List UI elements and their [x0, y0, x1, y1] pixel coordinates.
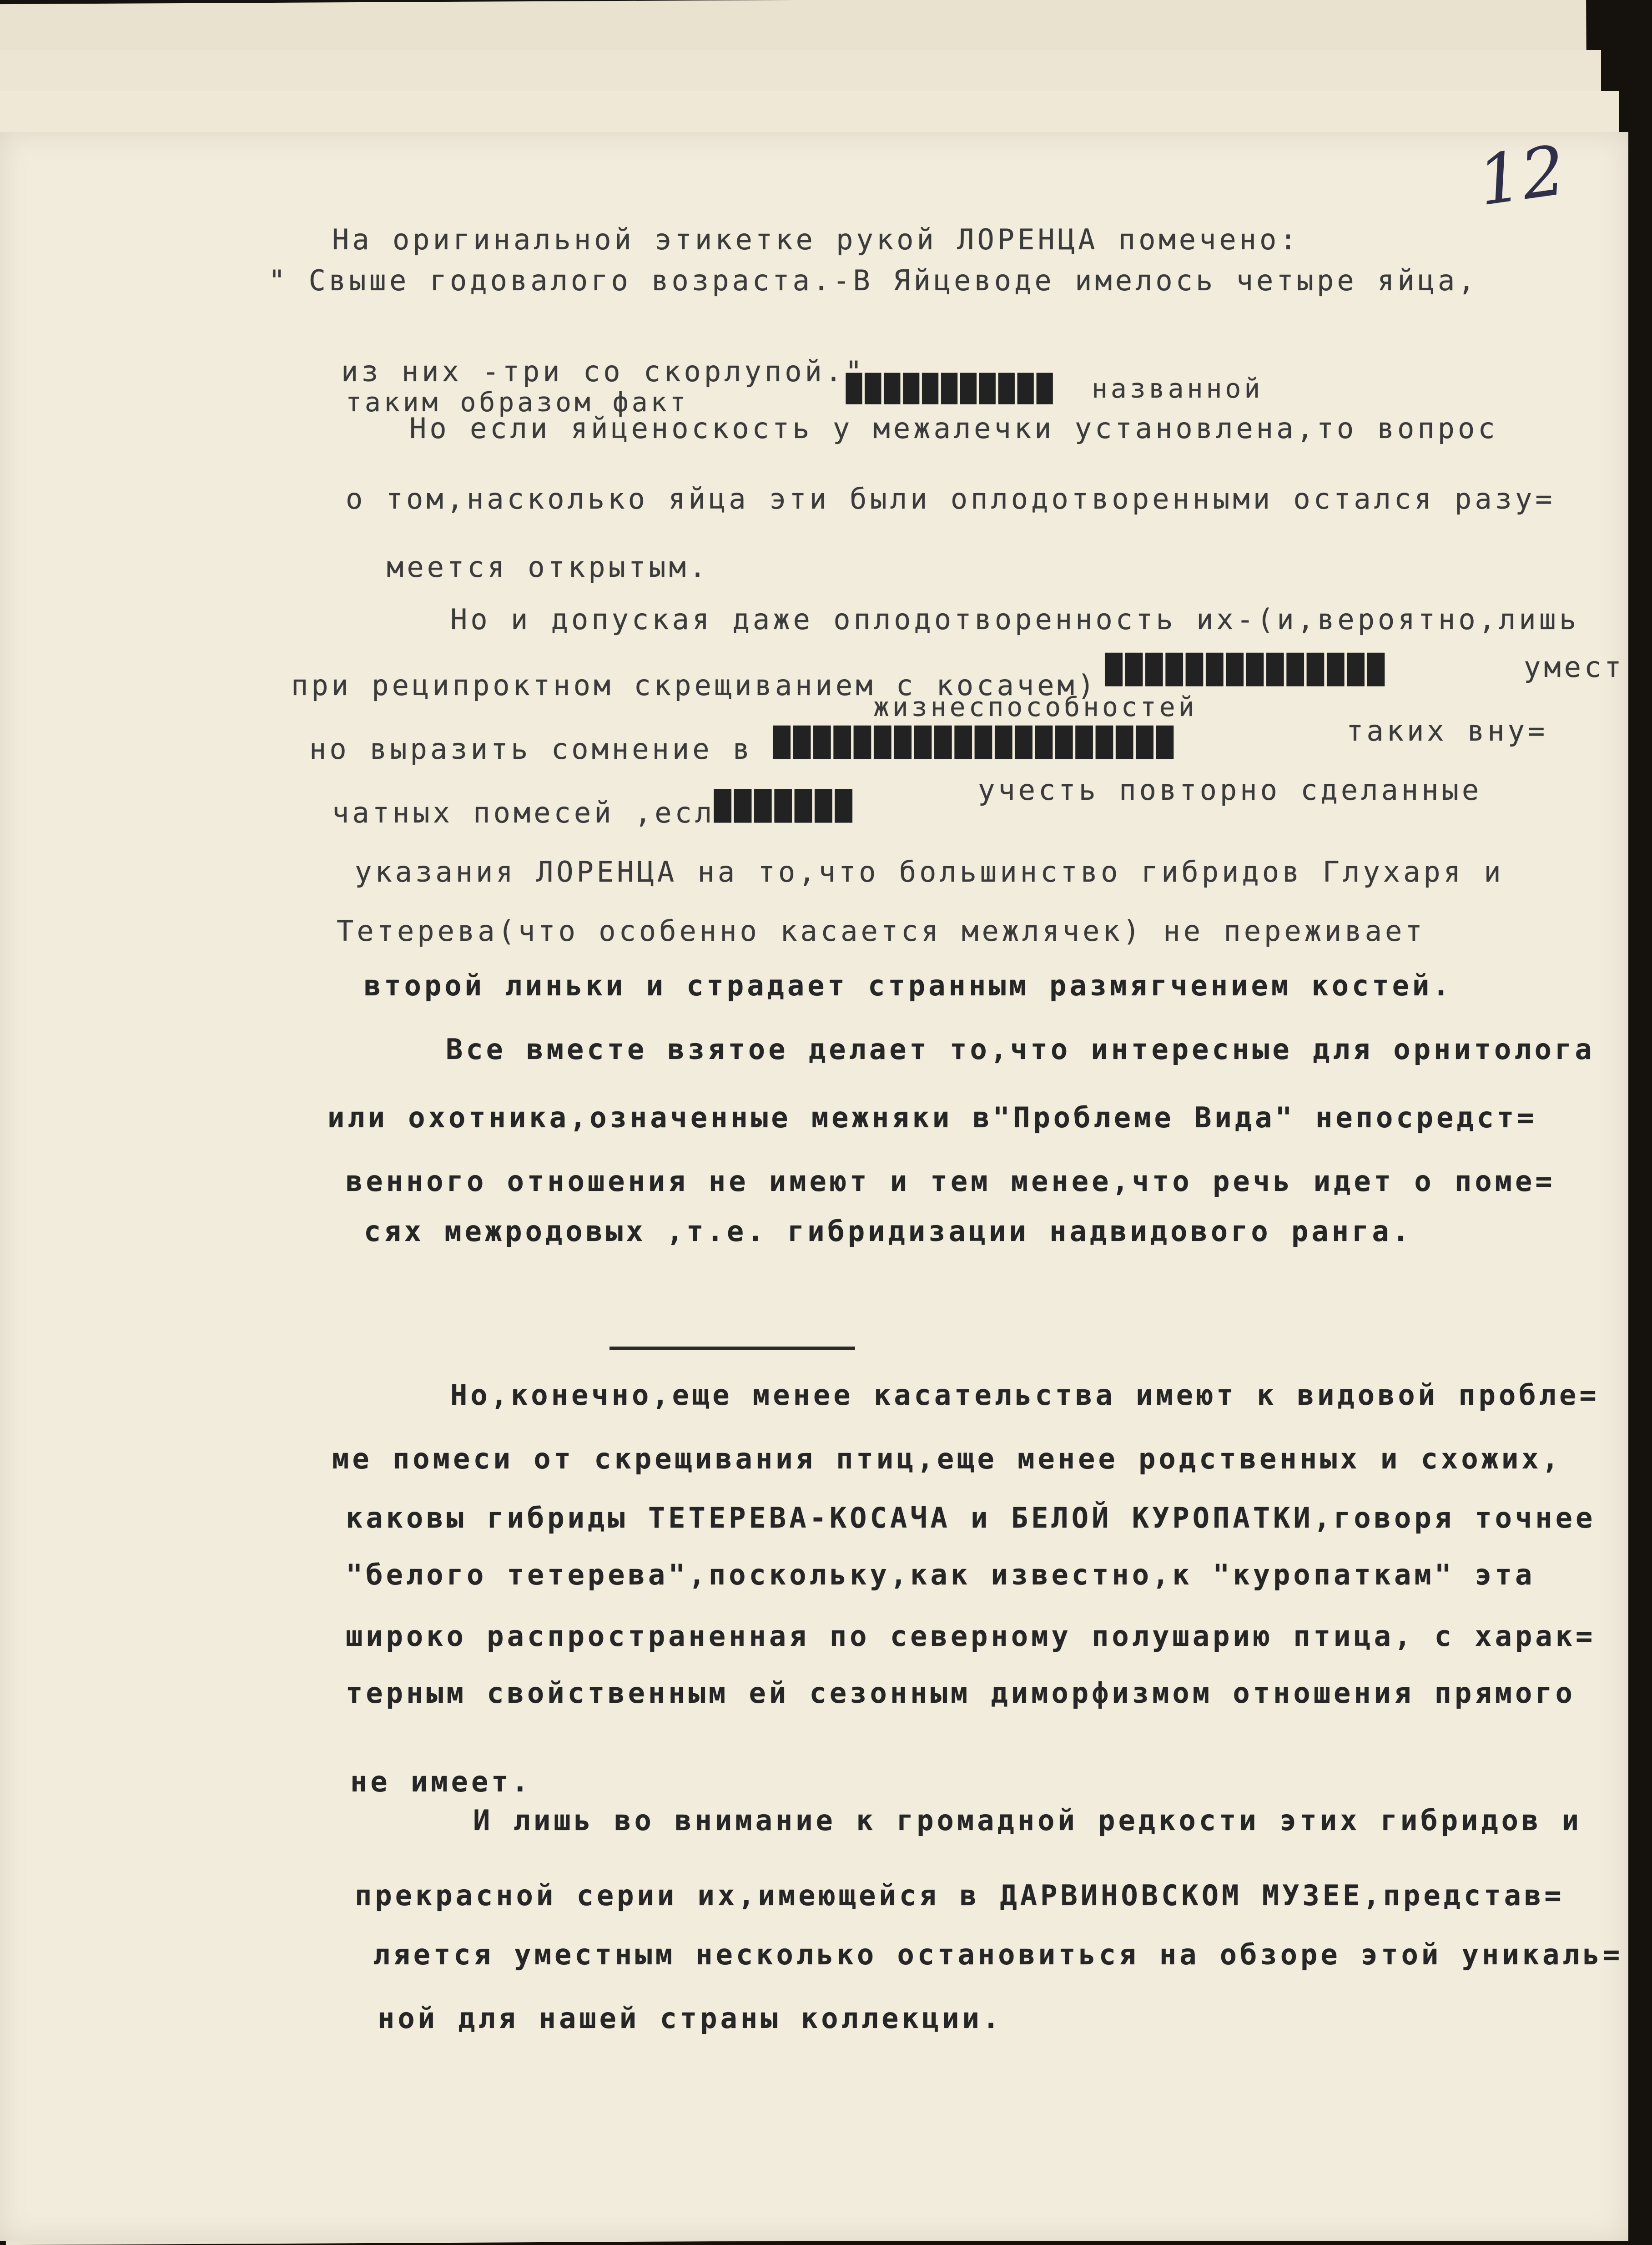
struck-out-text: ███████████ — [846, 373, 1056, 404]
text-line: Но и допуская даже оплодотворенность их-(и,вероятно,лишь — [450, 603, 1580, 636]
text-line: сях межродовых ,т.е. гибридизации надвидового ранга. — [364, 1215, 1413, 1248]
text-line: каковы гибриды ТЕТЕРЕВА-КОСАЧА и БЕЛОЙ КУРОПАТКИ,говоря точнее — [346, 1501, 1596, 1534]
text-line: "белого тетерева",поскольку,как известно,к "куропаткам" эта — [346, 1558, 1536, 1591]
text-line: ной для нашей страны коллекции. — [378, 2002, 1003, 2035]
text-line: но выразить сомнение в — [309, 732, 753, 766]
section-separator — [609, 1347, 855, 1350]
text-line: венного отношения не имеют и тем менее,что речь идет о поме= — [346, 1165, 1556, 1198]
text-line: Все вместе взятое делает то,что интересные для орнитолога — [446, 1033, 1595, 1066]
text-line: Но,конечно,еще менее касательства имеют к видовой пробле= — [450, 1378, 1600, 1412]
text-line: Но если яйценоскость у межалечки установлена,то вопрос — [409, 412, 1498, 445]
text-line: при реципроктном скрещиванием с косачем) — [291, 669, 1098, 702]
text-line: о том,насколько яйца эти были оплодотворенными остался разу= — [346, 482, 1556, 515]
text-line: второй линьки и страдает странным размягчением костей. — [364, 969, 1453, 1002]
text-line: ме помеси от скрещивания птиц,еще менее родственных и схожих, — [332, 1442, 1562, 1475]
text-line: " Свыше годовалого возраста.-В Яйцеводе имелось четыре яйца, — [268, 264, 1478, 297]
text-line: из них -три со скорлупой." — [341, 355, 866, 388]
text-line: указания ЛОРЕНЦА на то,что большинство гибридов Глухаря и — [355, 855, 1504, 888]
inserted-text: таким образом факт — [346, 387, 689, 418]
text-line: И лишь во внимание к громадной редкости этих гибридов и — [473, 1804, 1582, 1837]
text-line: или охотника,означенные межняки в"Проблеме Вида" непосредст= — [327, 1101, 1537, 1134]
text-line: не имеет. — [350, 1765, 532, 1798]
text-line: терным свойственным ей сезонным диморфизмом отношения прямого — [346, 1676, 1576, 1710]
struck-out-text: ███████ — [714, 789, 856, 822]
text-line: учесть повторно сделанные — [978, 773, 1482, 807]
text-line: чатных помесей ,если — [332, 796, 735, 829]
text-line: Тетерева(что особенно касается межлячек) не переживает — [337, 914, 1425, 948]
text-line: умест — [1524, 651, 1625, 684]
text-line: На оригинальной этикетке рукой ЛОРЕНЦА помечено: — [332, 223, 1300, 256]
inserted-text: жизнеспособностей — [873, 691, 1198, 722]
text-line: прекрасной серии их,имеющейся в ДАРВИНОВСКОМ МУЗЕЕ,представ= — [355, 1879, 1565, 1912]
page-number: 12 — [1473, 131, 1571, 222]
text-line: меется открытым. — [387, 550, 710, 584]
struck-out-text: ██████████████ — [1105, 653, 1388, 686]
inserted-text: названной — [1092, 373, 1264, 404]
text-line: широко распространенная по северному полушарию птица, с харак= — [346, 1619, 1596, 1653]
text-line: ляется уместным несколько остановиться на обзоре этой уникаль= — [373, 1938, 1623, 1971]
struck-out-text: ████████████████████ — [773, 726, 1177, 759]
text-line: таких вну= — [1346, 714, 1548, 747]
